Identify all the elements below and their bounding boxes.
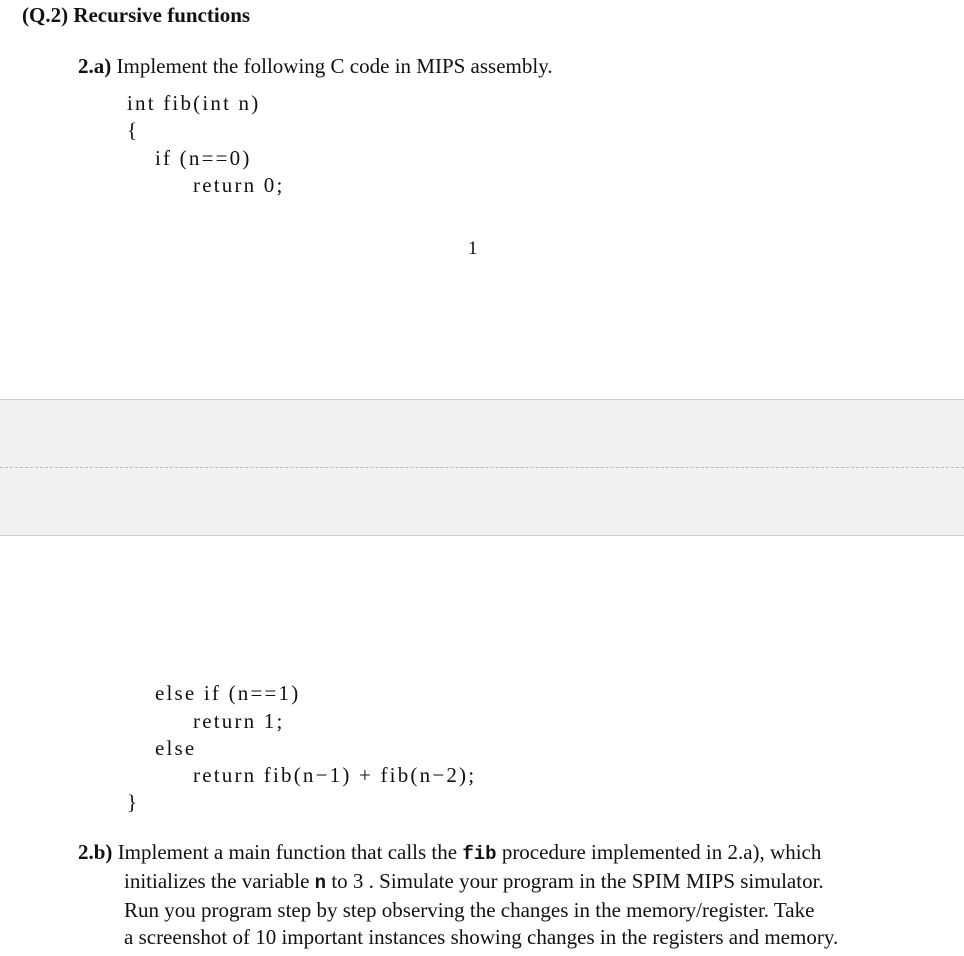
code-line-return-0: return 0;	[193, 173, 285, 197]
part-b-line-1	[78, 839, 930, 868]
fib-code: fib	[462, 843, 497, 865]
part-b-paragraph	[78, 839, 930, 951]
part-a-prompt	[78, 54, 553, 79]
code-line-else-if: else if (n==1)	[155, 681, 301, 705]
code-line-if: if (n==0)	[155, 146, 252, 170]
code-line-signature: int fib(int n)	[127, 91, 261, 115]
part-b-seg-1: Implement a main function that calls the	[117, 840, 463, 864]
page-number: 1	[468, 238, 478, 259]
code-line-open-brace: {	[127, 118, 138, 142]
code-line-close-brace: }	[127, 790, 138, 814]
part-b-label: 2.b)	[78, 840, 113, 864]
page-break-band-bottom	[0, 468, 964, 536]
part-b-line-2	[78, 868, 930, 897]
part-b-line-4: a screenshot of 10 important instances showing changes in the registers and memory.	[124, 925, 839, 949]
part-a-label: 2.a)	[78, 54, 112, 78]
part-a-text: Implement the following C code in MIPS assembly.	[116, 54, 553, 78]
page-break-band-top	[0, 399, 964, 468]
code-line-return-recursive: return fib(n−1) + fib(n−2);	[193, 763, 477, 787]
part-b-seg-2: procedure implemented in 2.a), which	[496, 840, 822, 864]
code-line-return-1: return 1;	[193, 709, 285, 733]
part-b-seg-4: to 3 . Simulate your program in the SPIM MIPS simulator.	[326, 869, 824, 893]
part-b-line-3: Run you program step by step observing the changes in the memory/register. Take	[124, 898, 815, 922]
code-line-else: else	[155, 736, 197, 760]
n-code: n	[314, 872, 327, 894]
part-b-seg-3: initializes the variable	[124, 869, 315, 893]
question-title: (Q.2) Recursive functions	[22, 3, 251, 27]
